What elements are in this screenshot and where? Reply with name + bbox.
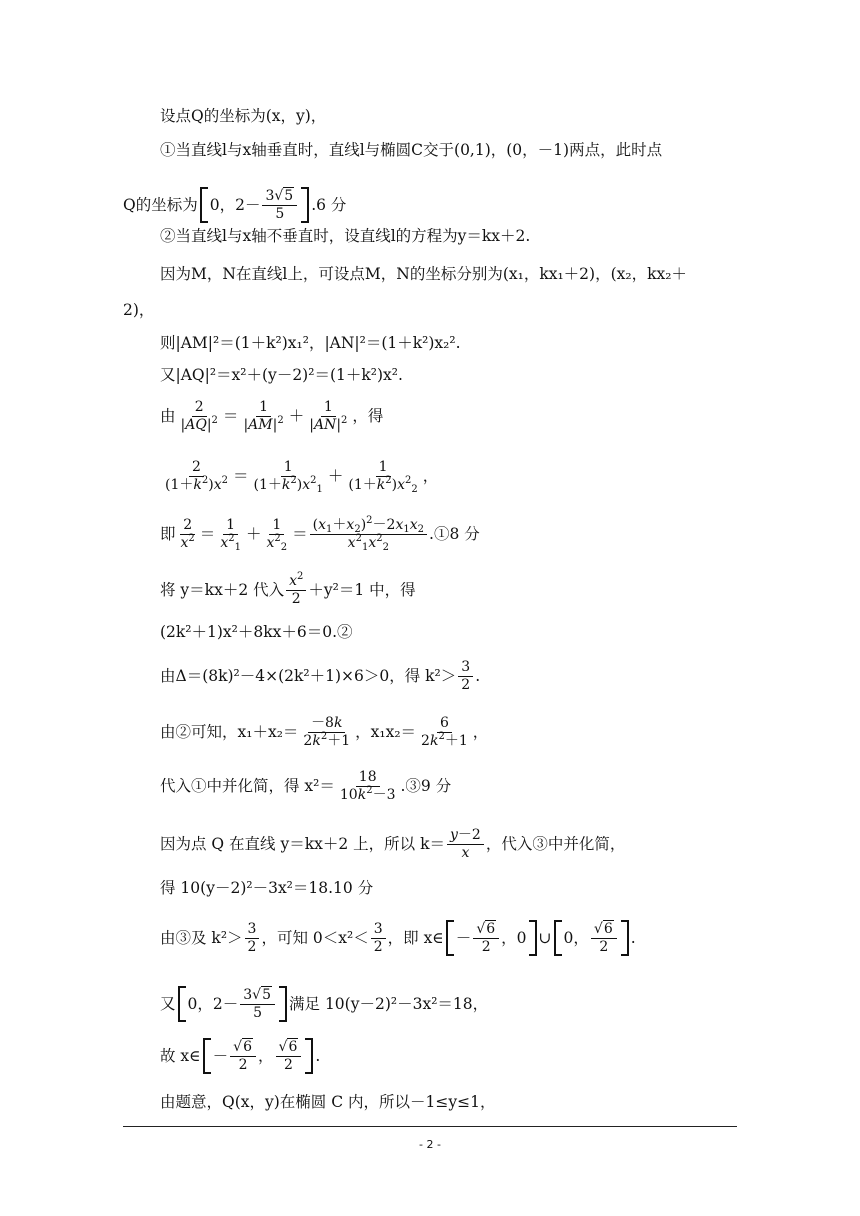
line-13: 由②可知，x₁＋x₂＝ $\frac{-8k}{2k^2+1}$ ，x₁x₂＝ $\frac{6}{2k^2+1}$ ， [160, 714, 489, 749]
line-17: 由③及 k²＞ $\frac{3}{2}$ ，可知 0＜x²＜ $\frac{3}{2}$ ，即 x∈ － $\frac{√6}{2}$ ，0 ∪ 0， $\frac{√6}{2}$ . [160, 920, 636, 955]
line-11: (2k²＋1)x²＋8kx＋6＝0.② [160, 622, 353, 641]
footer-rule [123, 1126, 737, 1127]
line-14: 代入①中并化简，得 x²＝ $\frac{18}{10k^2-3}$ .③9 分 [160, 768, 452, 803]
line-18: 又 0，2－ $\frac{3√5}{5}$ 满足 10(y－2)²－3x²＝18， [160, 986, 489, 1021]
line-19: 故 x∈ － $\frac{√6}{2}$ ， $\frac{√6}{2}$ . [160, 1038, 321, 1073]
interval-full: － $\frac{√6}{2}$ ， $\frac{√6}{2}$ [203, 1040, 314, 1072]
line-10: 将 y＝kx＋2 代入 $\frac{x^2}{2}$ ＋y²＝1 中，得 [160, 570, 416, 607]
interval-negative: － $\frac{√6}{2}$ ，0 [446, 922, 537, 954]
line-7: 由 $\frac{2}{|AQ|^2}$ ＝ $\frac{1}{|AM|^2}$ ＋ $\frac{1}{|AN|^2}$ ，得 [160, 398, 384, 433]
line-4b: 2)， [123, 300, 155, 319]
line-5: 则|AM|²＝(1＋k²)x₁²，|AN|²＝(1＋k²)x₂². [160, 333, 461, 352]
line-15: 因为点 Q 在直线 y＝kx＋2 上，所以 k＝ $\frac{y-2}{x}$ ，代入③中并化简， [160, 826, 626, 861]
line-2a: ①当直线l与x轴垂直时，直线l与椭圆C交于(0,1)，(0，－1)两点，此时点 [160, 140, 663, 159]
line-4a: 因为M，N在直线l上，可设点M，N的坐标分别为(x₁，kx₁＋2)，(x₂，kx₂＋ [160, 264, 687, 283]
interval-positive: 0， $\frac{√6}{2}$ [554, 922, 629, 954]
line-8: $\frac{2}{(1+k^2)x^2}$ ＝ $\frac{1}{(1+k^2)x^2_1}$ ＋ $\frac{1}{(1+k^2)x^2_2}$ ， [165, 458, 439, 495]
line-6: 又|AQ|²＝x²＋(y－2)²＝(1＋k²)x². [160, 365, 403, 384]
line-12: 由Δ＝(8k)²－4×(2k²＋1)×6＞0，得 k²＞ $\frac{3}{2}$ . [160, 658, 481, 693]
page-number: - 2 - [419, 1138, 441, 1151]
line-2b: Q的坐标为 0，2－ $\frac{3√5}{5}$ .6 分 [123, 187, 347, 222]
line-9: 即 $\frac{2}{x^2}$ ＝ $\frac{1}{x^2_1}$ ＋ $\frac{1}{x^2_2}$ ＝ $\frac{(x_1+x_2)^2-2x_1x_2}{x^2_1x^2_2}$ .①8 分 [160, 514, 480, 553]
line-3: ②当直线l与x轴不垂直时，设直线l的方程为y＝kx＋2. [160, 226, 531, 245]
line-1: 设点Q的坐标为(x，y)， [160, 106, 327, 125]
point-q-coordinates: 0，2－ $\frac{3√5}{5}$ [200, 189, 310, 221]
line-16: 得 10(y－2)²－3x²＝18.10 分 [160, 878, 374, 897]
point-q-coordinates-2: 0，2－ $\frac{3√5}{5}$ [178, 988, 288, 1020]
line-20: 由题意，Q(x，y)在椭圆 C 内，所以－1≤y≤1， [160, 1092, 496, 1111]
